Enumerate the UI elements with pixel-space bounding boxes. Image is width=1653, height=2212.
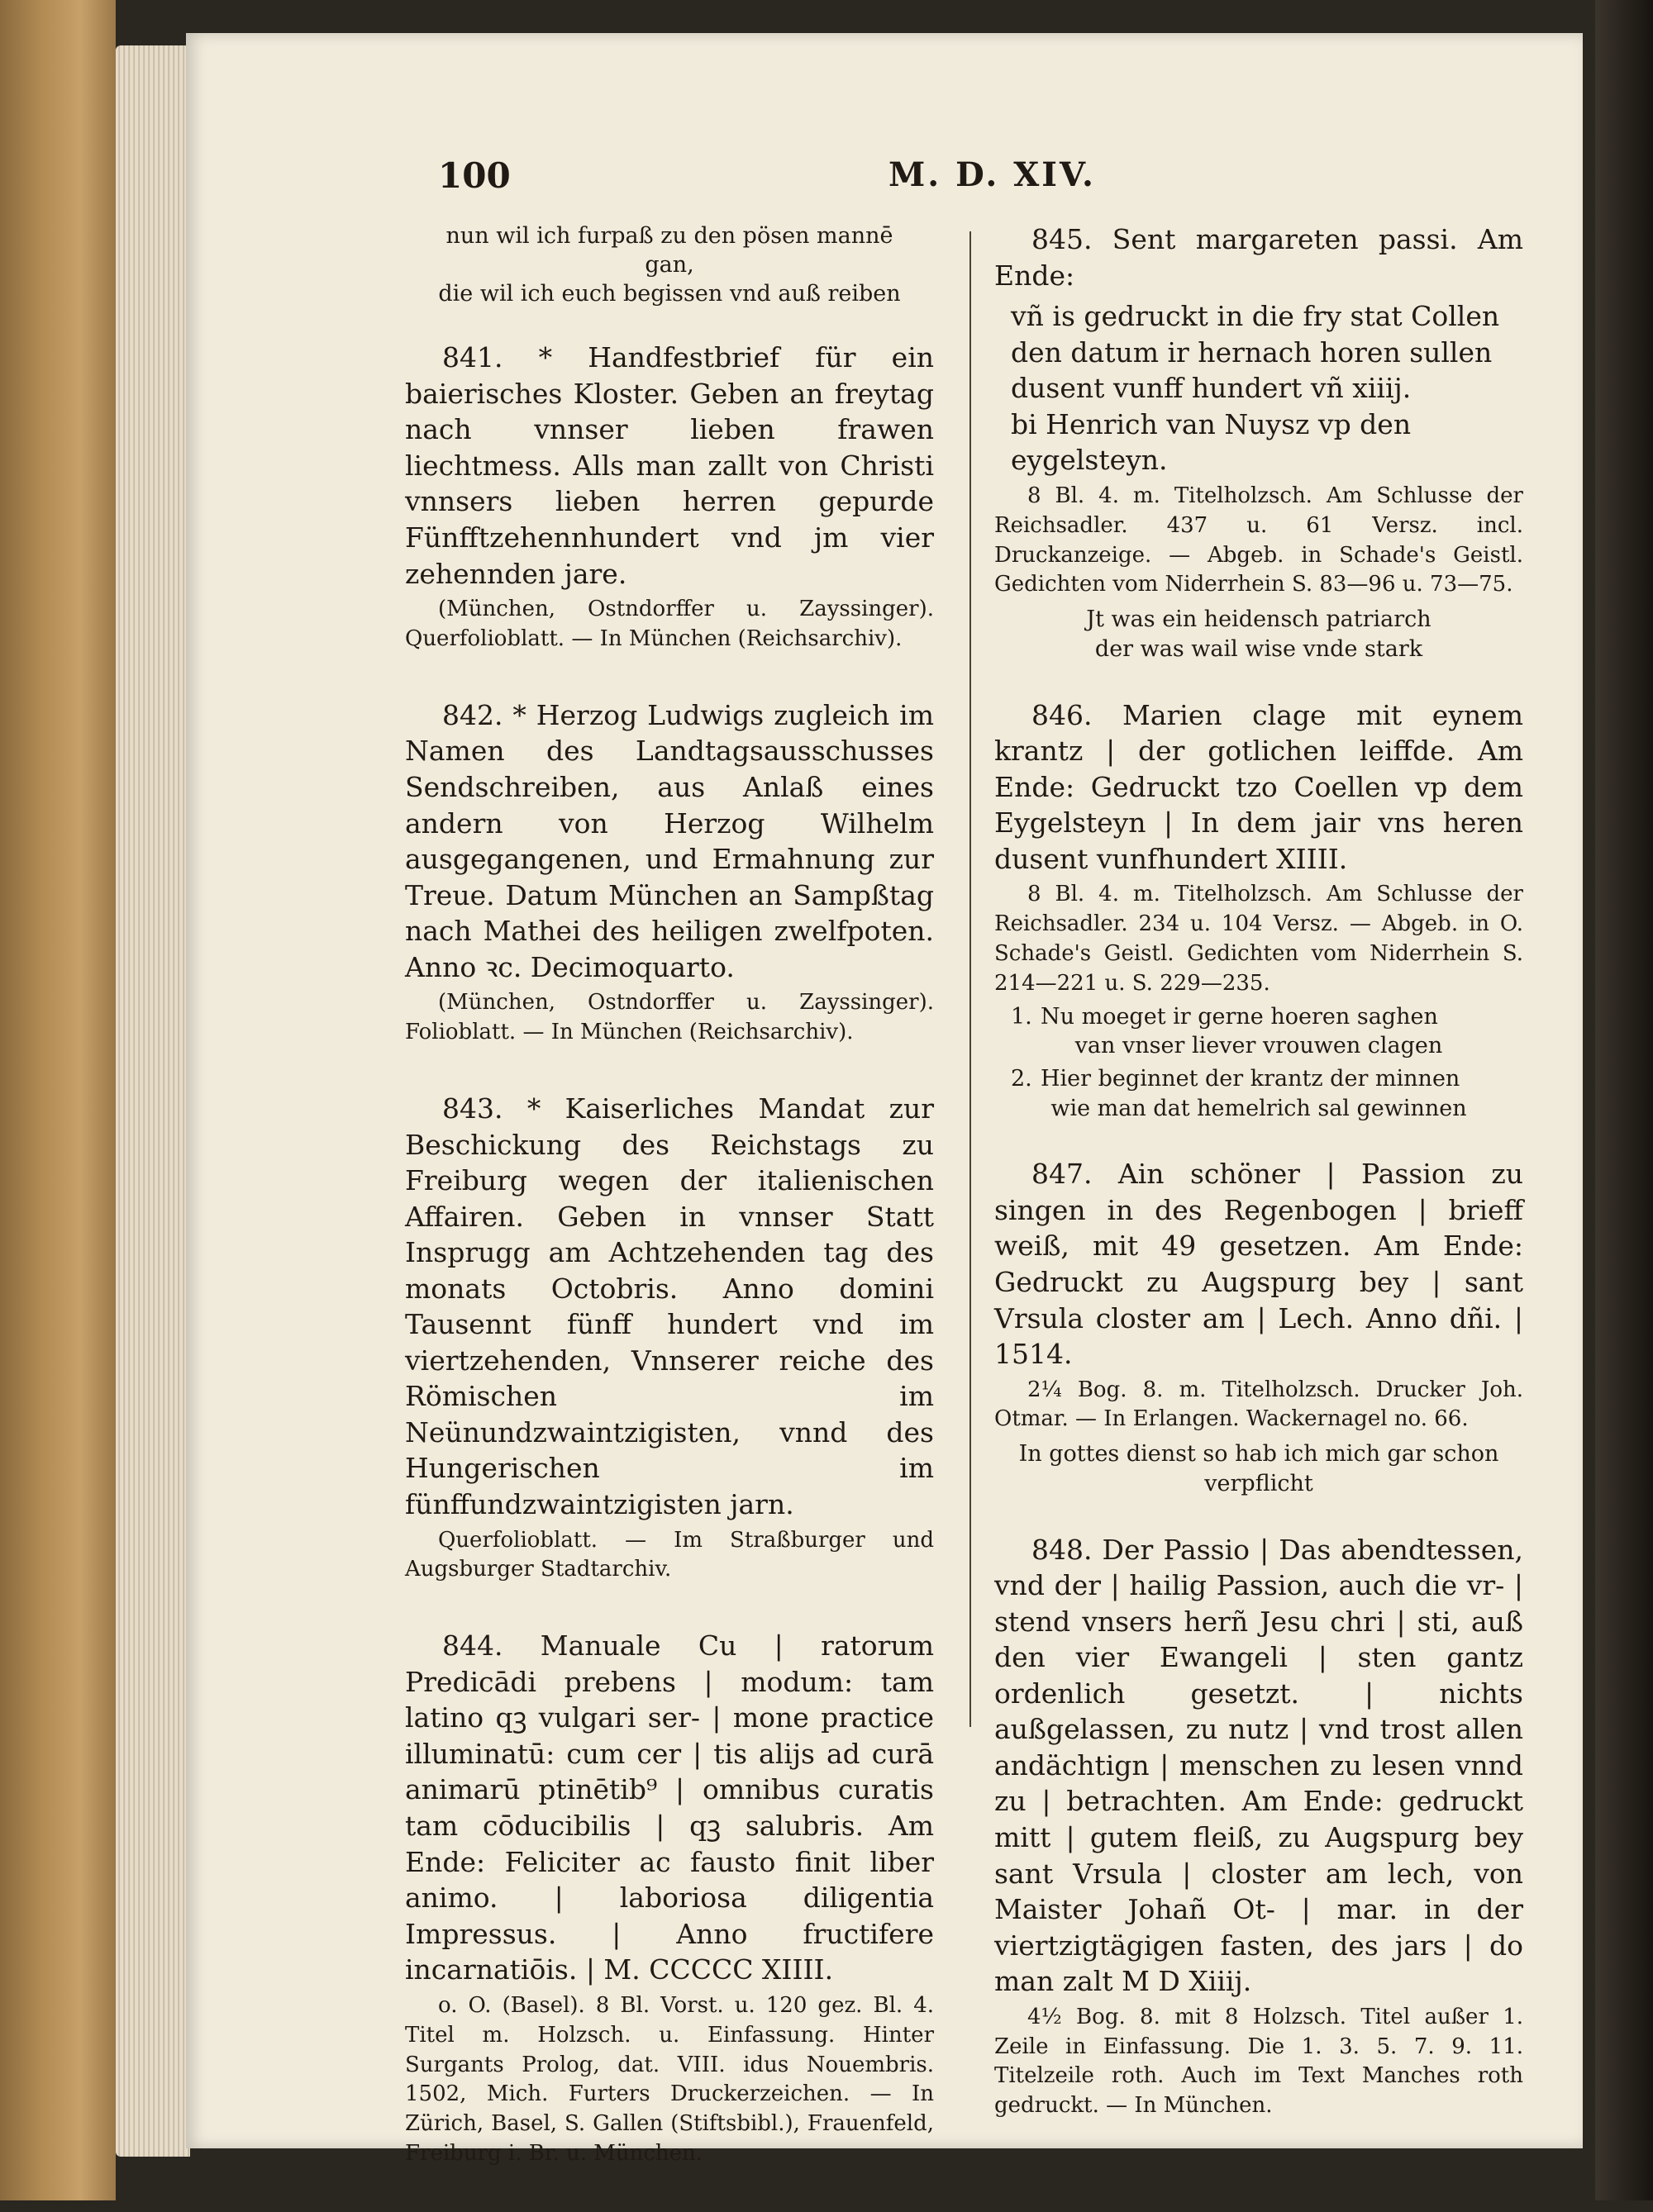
entry-note: 8 Bl. 4. m. Titelholzsch. Am Schlusse der Reichsadler. 437 u. 61 Versz. incl. Druckanzeige. — Abgeb. in Schade's Geistl. Gedichten vom Niderrhein S. 83—96 u. 73—75. (994, 483, 1523, 597)
book-binding (0, 0, 116, 2200)
numbered-verse (1011, 1064, 1523, 1094)
entry-note: Querfolioblatt. — Im Straßburger und Augsburger Stadtarchiv. (405, 1527, 934, 1582)
verse-number: 2. (1011, 1066, 1032, 1092)
entry-note: 2¼ Bog. 8. m. Titelholzsch. Drucker Joh. Otmar. — In Erlangen. Wackernagel no. 66. (994, 1377, 1523, 1432)
verse-line: den datum ir hernach horen sullen (1011, 335, 1493, 369)
entry-title: 843. * Kaiserliches Mandat zur Beschickung des Reichstags zu Freiburg wegen der italienischen Affairen. Geben in vnnser Statt Insprugg am Achtzehenden tag des monats Octobris. Anno domini Tausennt fünff hundert vnd im viertzehenden, Vnnserer reiche des Römischen im Neünundzwaintzigisten, vnnd des Hungerischen im fünffundzwaintzigisten jarn. (405, 1092, 934, 1520)
entry-848 (994, 1532, 1523, 2122)
page-edges (116, 45, 190, 2157)
verse-line: In gottes dienst so hab ich mich gar schon (1018, 1441, 1499, 1468)
entry-note: 8 Bl. 4. m. Titelholzsch. Am Schlusse der Reichsadler. 234 u. 104 Versz. — Abgeb. in O. Schade's Geistl. Gedichten vom Niderrhein S. 214—221 u. S. 229—235. (994, 882, 1523, 996)
running-head: M. D. XIV. (888, 155, 1096, 194)
verse-line: gan, (645, 252, 694, 278)
entry-841 (405, 340, 934, 654)
entry-title: 846. Marien clage mit eynem krantz | der gotlichen leiffde. Am Ende: Gedruckt tzo Coellen vp dem Eygelsteyn | In dem jair vns heren dusent vunfhundert XIIII. (994, 698, 1523, 875)
entry-843 (405, 1091, 934, 1585)
entry-note: (München, Ostndorffer u. Zayssinger). Querfolioblatt. — In München (Reichsarchiv). (405, 597, 934, 651)
verse-line: Nu moeget ir gerne hoeren saghen (1041, 1003, 1438, 1030)
entry-847 (994, 1156, 1523, 1498)
entry-note: 4½ Bog. 8. mit 8 Holzsch. Titel außer 1. Zeile in Einfassung. Die 1. 3. 5. 7. 9. 11. Titelzeile roth. Auch im Text Manches roth gedruckt. — In München. (994, 2004, 1523, 2119)
verse-line: wie man dat hemelrich sal gewinnen (1050, 1095, 1467, 1121)
background-right (1595, 0, 1653, 2200)
verse-line: der was wail wise vnde stark (1094, 635, 1423, 662)
page-number: 100 (438, 155, 511, 196)
entry-title: 847. Ain schöner | Passion zu singen in des Regenbogen | brieff weiß, mit 49 gesetzen. Am Ende: Gedruckt zu Augspurg bey | sant Vrsula closter am | Lech. Anno dñi. | 1514. (994, 1158, 1523, 1371)
verse-line: Jt was ein heidensch patriarch (1086, 607, 1431, 633)
verse-line: Hier beginnet der krantz der minnen (1041, 1066, 1460, 1092)
entry-note: (München, Ostndorffer u. Zayssinger). Folioblatt. — In München (Reichsarchiv). (405, 990, 934, 1045)
entry-844 (405, 1628, 934, 2169)
entry-note: o. O. (Basel). 8 Bl. Vorst. u. 120 gez. Bl. 4. Titel m. Holzsch. u. Einfassung. Hinter Surgants Prolog, dat. VIII. idus Nouembris. 1502, Mich. Furters Druckerzeichen. — In Zürich, Basel, S. Gallen (Stiftsbibl.), Frauenfeld, Freiburg i. Br. u. München. (405, 1992, 934, 2167)
entry-845 (994, 221, 1523, 664)
verse-line: van vnser liever vrouwen clagen (1074, 1033, 1443, 1059)
verse-line: die wil ich euch begissen vnd auß reiben (438, 281, 901, 307)
page-header (186, 155, 1583, 205)
verse-number: 1. (1011, 1003, 1032, 1030)
entry-title: 842. * Herzog Ludwigs zugleich im Namen des Landtagsausschusses Sendschreiben, aus Anlaß eines andern von Herzog Wilhelm ausgegangenen, und Ermahnung zur Treue. Datum München an Sampßtag nach Mathei des heiligen zwelfpoten. Anno ꝛc. Decimoquarto. (405, 698, 934, 983)
verse-line: dusent vunff hundert vñ xiiij. (1011, 372, 1412, 405)
right-column (994, 221, 1523, 2164)
entry-title: 845. Sent margareten passi. Am Ende: (994, 223, 1523, 292)
entry-title: 848. Der Passio | Das abendtessen, vnd der | hailig Passion, auch die vr- | stend vnsers herñ Jesu chri | sti, auß den vier Ewangeli | sten gantz ordenlich gesetzt. | nichts außgelassen, zu nutz | vnd trost allen andächtign | menschen zu lesen vnnd zu | betrachten. Am Ende: gedruckt mitt | gutem fleiß, zu Augspurg bey sant Vrsula | closter am lech, von Maister Johañ Ot- | mar. in der viertzigtägigen fasten, des jars | do man zalt M D Xiiij. (994, 1533, 1523, 1998)
verse-line: nun wil ich furpaß zu den pösen mannē (445, 223, 893, 249)
numbered-verse (1011, 1002, 1523, 1032)
verse-line: bi Henrich van Nuysz vp den eygelsteyn. (1011, 407, 1412, 477)
left-column (405, 221, 934, 2212)
entry-title: 841. * Handfestbrief für ein baierisches Kloster. Geben an freytag nach vnnser lieben frawen liechtmess. Alls man zallt von Christi vnnsers lieben herren gepurde Fünfftzehennhundert vnd jm vier zehennden jare. (405, 341, 934, 590)
entry-846 (994, 697, 1523, 1124)
verse-line: vñ is gedruckt in die fry stat Collen (1011, 300, 1500, 333)
book-page (186, 33, 1583, 2167)
entry-842 (405, 697, 934, 1048)
column-divider (969, 231, 971, 1727)
verse-continuation (405, 221, 934, 308)
entry-title: 844. Manuale Cu | ratorum Predicādi prebens | modum: tam latino qꝫ vulgari ser- | mone practice illuminatū: cum cer | tis alijs ad curā animarū ptinētib⁹ | omnibus curatis tam cōducibilis | qꝫ salubris. Am Ende: Feliciter ac fausto finit liber animo. | laboriosa diligentia Impressus. | Anno fructifere incarnatiōis. | M. CCCCC XIIII. (405, 1629, 934, 1986)
verse-line: verpflicht (1204, 1470, 1313, 1496)
